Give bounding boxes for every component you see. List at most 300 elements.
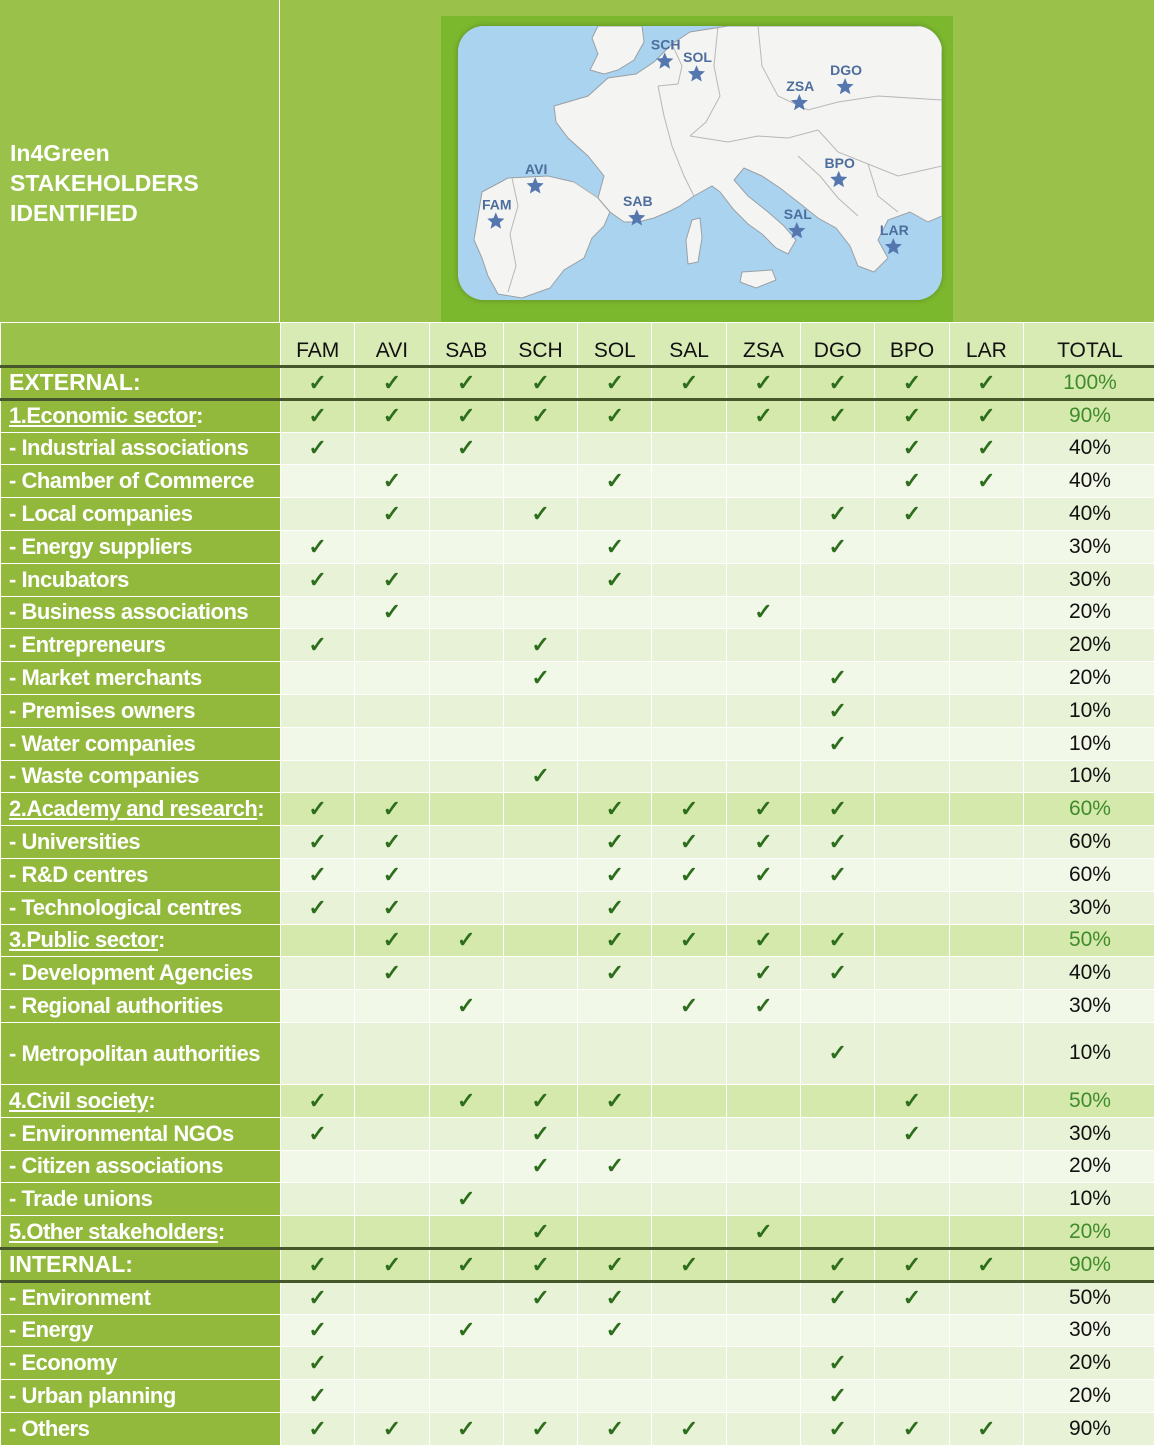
empty-cell xyxy=(652,563,726,596)
check-icon: ✓ xyxy=(801,1248,875,1281)
check-icon: ✓ xyxy=(949,1248,1023,1281)
row-total: 90% xyxy=(1023,1412,1154,1445)
empty-cell xyxy=(429,1281,503,1314)
empty-cell xyxy=(875,596,949,629)
empty-cell xyxy=(875,1022,949,1084)
check-icon: ✓ xyxy=(578,924,652,957)
page-title xyxy=(10,138,199,228)
empty-cell xyxy=(652,727,726,760)
empty-cell xyxy=(949,498,1023,531)
empty-cell xyxy=(503,793,577,826)
empty-cell xyxy=(578,760,652,793)
row-label xyxy=(1,694,281,727)
empty-cell xyxy=(726,563,800,596)
empty-cell xyxy=(652,1183,726,1216)
table-row xyxy=(1,1412,1154,1445)
check-icon: ✓ xyxy=(801,662,875,695)
row-label-text: - Universities xyxy=(9,829,141,855)
check-icon: ✓ xyxy=(355,1248,429,1281)
check-icon: ✓ xyxy=(578,563,652,596)
check-icon: ✓ xyxy=(429,367,503,400)
row-total: 20% xyxy=(1023,1150,1154,1183)
row-label-suffix: : xyxy=(196,403,203,429)
check-icon: ✓ xyxy=(875,1248,949,1281)
check-icon: ✓ xyxy=(355,367,429,400)
check-icon: ✓ xyxy=(652,990,726,1023)
check-icon: ✓ xyxy=(281,1281,355,1314)
empty-cell xyxy=(503,694,577,727)
table-row xyxy=(1,399,1154,432)
check-icon: ✓ xyxy=(801,793,875,826)
empty-cell xyxy=(726,530,800,563)
column-header-avi: AVI xyxy=(355,323,429,367)
empty-cell xyxy=(801,432,875,465)
row-label-suffix: : xyxy=(158,927,165,953)
empty-cell xyxy=(652,1216,726,1249)
row-label xyxy=(1,826,281,859)
row-label xyxy=(1,1084,281,1117)
empty-cell xyxy=(949,760,1023,793)
row-label xyxy=(1,1412,281,1445)
row-label xyxy=(1,957,281,990)
check-icon: ✓ xyxy=(652,858,726,891)
column-header-sab: SAB xyxy=(429,323,503,367)
empty-cell xyxy=(949,924,1023,957)
check-icon: ✓ xyxy=(503,1150,577,1183)
row-label xyxy=(1,760,281,793)
empty-cell xyxy=(578,1347,652,1380)
empty-cell xyxy=(355,1022,429,1084)
empty-cell xyxy=(652,662,726,695)
empty-cell xyxy=(875,1183,949,1216)
empty-cell xyxy=(949,1084,1023,1117)
empty-cell xyxy=(652,891,726,924)
empty-cell xyxy=(429,694,503,727)
row-total: 60% xyxy=(1023,858,1154,891)
check-icon: ✓ xyxy=(578,826,652,859)
row-total: 100% xyxy=(1023,367,1154,400)
empty-cell xyxy=(355,530,429,563)
empty-cell xyxy=(875,990,949,1023)
row-label-text: - Chamber of Commerce xyxy=(9,468,255,494)
empty-cell xyxy=(355,1117,429,1150)
empty-cell xyxy=(503,1022,577,1084)
empty-cell xyxy=(429,891,503,924)
header-corner xyxy=(1,323,281,367)
table-row xyxy=(1,727,1154,760)
empty-cell xyxy=(652,1117,726,1150)
empty-cell xyxy=(801,629,875,662)
empty-cell xyxy=(949,563,1023,596)
check-icon: ✓ xyxy=(281,1314,355,1347)
row-label xyxy=(1,1150,281,1183)
empty-cell xyxy=(726,498,800,531)
row-total: 20% xyxy=(1023,1380,1154,1413)
check-icon: ✓ xyxy=(578,1314,652,1347)
row-total: 30% xyxy=(1023,563,1154,596)
row-total: 90% xyxy=(1023,1248,1154,1281)
check-icon: ✓ xyxy=(801,530,875,563)
check-icon: ✓ xyxy=(726,957,800,990)
check-icon: ✓ xyxy=(578,858,652,891)
row-total: 20% xyxy=(1023,662,1154,695)
empty-cell xyxy=(949,1022,1023,1084)
check-icon: ✓ xyxy=(578,1248,652,1281)
empty-cell xyxy=(429,563,503,596)
row-label xyxy=(1,563,281,596)
row-label-text: - Economy xyxy=(9,1350,117,1376)
empty-cell xyxy=(652,596,726,629)
empty-cell xyxy=(281,662,355,695)
empty-cell xyxy=(875,530,949,563)
check-icon: ✓ xyxy=(578,1084,652,1117)
empty-cell xyxy=(801,465,875,498)
empty-cell xyxy=(429,662,503,695)
row-label-text: - Water companies xyxy=(9,730,196,756)
row-total: 20% xyxy=(1023,629,1154,662)
empty-cell xyxy=(503,727,577,760)
check-icon: ✓ xyxy=(355,793,429,826)
europe-map-svg xyxy=(458,26,942,300)
table-row xyxy=(1,629,1154,662)
empty-cell xyxy=(949,662,1023,695)
check-icon: ✓ xyxy=(875,498,949,531)
check-icon: ✓ xyxy=(801,1347,875,1380)
row-label-text: - Urban planning xyxy=(9,1383,176,1408)
empty-cell xyxy=(949,990,1023,1023)
check-icon: ✓ xyxy=(801,367,875,400)
empty-cell xyxy=(726,1117,800,1150)
check-icon: ✓ xyxy=(429,1412,503,1445)
row-label-text: - Incubators xyxy=(9,566,129,592)
check-icon: ✓ xyxy=(949,1412,1023,1445)
empty-cell xyxy=(355,1183,429,1216)
empty-cell xyxy=(578,629,652,662)
empty-cell xyxy=(949,826,1023,859)
column-header-sch: SCH xyxy=(503,323,577,367)
check-icon: ✓ xyxy=(875,1117,949,1150)
map-pin-label-avi: AVI xyxy=(525,161,548,178)
check-icon: ✓ xyxy=(652,793,726,826)
empty-cell xyxy=(429,1216,503,1249)
check-icon: ✓ xyxy=(281,1412,355,1445)
table-row xyxy=(1,826,1154,859)
check-icon: ✓ xyxy=(281,432,355,465)
table-row xyxy=(1,957,1154,990)
check-icon: ✓ xyxy=(281,367,355,400)
empty-cell xyxy=(281,760,355,793)
row-total: 60% xyxy=(1023,793,1154,826)
empty-cell xyxy=(875,1150,949,1183)
column-header-total: TOTAL xyxy=(1023,323,1154,367)
empty-cell xyxy=(429,858,503,891)
europe-map xyxy=(458,26,942,300)
check-icon: ✓ xyxy=(726,596,800,629)
row-total: 10% xyxy=(1023,1022,1154,1084)
row-label xyxy=(1,1347,281,1380)
table-row xyxy=(1,694,1154,727)
empty-cell xyxy=(949,694,1023,727)
row-total: 40% xyxy=(1023,432,1154,465)
map-pin-label-sab: SAB xyxy=(623,193,653,210)
check-icon: ✓ xyxy=(429,1183,503,1216)
table-body xyxy=(1,367,1154,1446)
row-label-suffix: : xyxy=(148,1087,156,1113)
empty-cell xyxy=(355,662,429,695)
empty-cell xyxy=(726,662,800,695)
empty-cell xyxy=(726,1412,800,1445)
row-total: 40% xyxy=(1023,498,1154,531)
empty-cell xyxy=(801,1117,875,1150)
row-label xyxy=(1,1281,281,1314)
empty-cell xyxy=(726,760,800,793)
empty-cell xyxy=(726,1022,800,1084)
empty-cell xyxy=(875,694,949,727)
empty-cell xyxy=(949,1117,1023,1150)
check-icon: ✓ xyxy=(652,1248,726,1281)
row-label xyxy=(1,793,281,826)
table-row xyxy=(1,1281,1154,1314)
empty-cell xyxy=(801,1150,875,1183)
row-label-text: 3.Public sector xyxy=(9,927,159,953)
check-icon: ✓ xyxy=(355,563,429,596)
empty-cell xyxy=(949,629,1023,662)
check-icon: ✓ xyxy=(429,1314,503,1347)
row-label-text: 4.Civil society xyxy=(9,1087,149,1113)
empty-cell xyxy=(281,596,355,629)
empty-cell xyxy=(652,465,726,498)
empty-cell xyxy=(652,1314,726,1347)
check-icon: ✓ xyxy=(726,367,800,400)
empty-cell xyxy=(726,727,800,760)
empty-cell xyxy=(875,957,949,990)
row-label xyxy=(1,891,281,924)
empty-cell xyxy=(281,924,355,957)
table-row xyxy=(1,760,1154,793)
empty-cell xyxy=(281,1183,355,1216)
check-icon: ✓ xyxy=(503,1412,577,1445)
row-label-text: - Waste companies xyxy=(9,763,199,789)
check-icon: ✓ xyxy=(801,498,875,531)
table-row xyxy=(1,498,1154,531)
check-icon: ✓ xyxy=(801,826,875,859)
check-icon: ✓ xyxy=(355,858,429,891)
row-total: 30% xyxy=(1023,1117,1154,1150)
row-label-text: - Technological centres xyxy=(9,894,242,920)
map-pin-label-zsa: ZSA xyxy=(786,78,815,94)
header-band xyxy=(0,0,1154,322)
empty-cell xyxy=(875,793,949,826)
check-icon: ✓ xyxy=(355,596,429,629)
empty-cell xyxy=(281,465,355,498)
check-icon: ✓ xyxy=(801,1281,875,1314)
empty-cell xyxy=(578,498,652,531)
empty-cell xyxy=(578,1022,652,1084)
empty-cell xyxy=(949,1150,1023,1183)
table-row xyxy=(1,1084,1154,1117)
row-total: 40% xyxy=(1023,465,1154,498)
check-icon: ✓ xyxy=(801,694,875,727)
empty-cell xyxy=(355,1150,429,1183)
table-row xyxy=(1,924,1154,957)
check-icon: ✓ xyxy=(355,924,429,957)
map-pin-label-sch: SCH xyxy=(650,36,681,53)
check-icon: ✓ xyxy=(281,891,355,924)
row-total: 30% xyxy=(1023,1314,1154,1347)
row-label xyxy=(1,662,281,695)
row-label xyxy=(1,727,281,760)
empty-cell xyxy=(726,432,800,465)
table-row xyxy=(1,432,1154,465)
empty-cell xyxy=(652,957,726,990)
empty-cell xyxy=(801,1216,875,1249)
empty-cell xyxy=(949,1347,1023,1380)
empty-cell xyxy=(429,1022,503,1084)
row-total: 10% xyxy=(1023,760,1154,793)
row-total: 40% xyxy=(1023,957,1154,990)
table-row xyxy=(1,858,1154,891)
check-icon: ✓ xyxy=(578,1150,652,1183)
empty-cell xyxy=(652,399,726,432)
row-total: 10% xyxy=(1023,1183,1154,1216)
map-pin-label-fam: FAM xyxy=(482,196,512,213)
empty-cell xyxy=(429,826,503,859)
empty-cell xyxy=(578,1183,652,1216)
empty-cell xyxy=(801,1314,875,1347)
check-icon: ✓ xyxy=(355,399,429,432)
empty-cell xyxy=(355,1281,429,1314)
check-icon: ✓ xyxy=(281,399,355,432)
row-label-text: 5.Other stakeholders xyxy=(9,1218,218,1244)
empty-cell xyxy=(503,1183,577,1216)
row-total: 30% xyxy=(1023,530,1154,563)
table-row xyxy=(1,1380,1154,1413)
empty-cell xyxy=(429,629,503,662)
check-icon: ✓ xyxy=(875,1084,949,1117)
check-icon: ✓ xyxy=(875,399,949,432)
empty-cell xyxy=(875,629,949,662)
check-icon: ✓ xyxy=(429,990,503,1023)
empty-cell xyxy=(503,432,577,465)
empty-cell xyxy=(281,498,355,531)
empty-cell xyxy=(503,957,577,990)
empty-cell xyxy=(578,1117,652,1150)
empty-cell xyxy=(578,990,652,1023)
empty-cell xyxy=(652,694,726,727)
title-line-2: STAKEHOLDERS xyxy=(10,170,199,196)
check-icon: ✓ xyxy=(578,793,652,826)
check-icon: ✓ xyxy=(949,465,1023,498)
empty-cell xyxy=(652,1150,726,1183)
check-icon: ✓ xyxy=(578,1412,652,1445)
row-label-text: - Others xyxy=(9,1415,90,1441)
table-row xyxy=(1,530,1154,563)
check-icon: ✓ xyxy=(281,858,355,891)
check-icon: ✓ xyxy=(503,399,577,432)
row-label-suffix: : xyxy=(217,1218,225,1244)
row-label xyxy=(1,498,281,531)
empty-cell xyxy=(801,596,875,629)
empty-cell xyxy=(281,1022,355,1084)
row-label xyxy=(1,432,281,465)
row-total: 10% xyxy=(1023,727,1154,760)
empty-cell xyxy=(503,530,577,563)
column-header-lar: LAR xyxy=(949,323,1023,367)
empty-cell xyxy=(355,1216,429,1249)
check-icon: ✓ xyxy=(801,727,875,760)
table-row xyxy=(1,1216,1154,1249)
table-row xyxy=(1,1022,1154,1084)
row-label-text: INTERNAL: xyxy=(9,1251,133,1278)
check-icon: ✓ xyxy=(578,530,652,563)
table-header-row xyxy=(1,323,1154,367)
empty-cell xyxy=(281,990,355,1023)
empty-cell xyxy=(652,432,726,465)
check-icon: ✓ xyxy=(281,1084,355,1117)
empty-cell xyxy=(801,563,875,596)
empty-cell xyxy=(429,465,503,498)
row-total: 10% xyxy=(1023,694,1154,727)
check-icon: ✓ xyxy=(801,957,875,990)
empty-cell xyxy=(652,1281,726,1314)
check-icon: ✓ xyxy=(281,793,355,826)
row-total: 20% xyxy=(1023,596,1154,629)
row-label-text: - Citizen associations xyxy=(9,1153,223,1179)
empty-cell xyxy=(652,498,726,531)
row-label xyxy=(1,990,281,1023)
empty-cell xyxy=(578,662,652,695)
row-total: 90% xyxy=(1023,399,1154,432)
empty-cell xyxy=(949,793,1023,826)
empty-cell xyxy=(429,793,503,826)
empty-cell xyxy=(801,760,875,793)
row-label-text: - Energy xyxy=(9,1317,94,1343)
row-label xyxy=(1,399,281,432)
check-icon: ✓ xyxy=(578,957,652,990)
check-icon: ✓ xyxy=(503,367,577,400)
row-label xyxy=(1,1248,281,1281)
check-icon: ✓ xyxy=(578,891,652,924)
row-label xyxy=(1,1117,281,1150)
empty-cell xyxy=(949,1281,1023,1314)
row-total: 60% xyxy=(1023,826,1154,859)
empty-cell xyxy=(949,1216,1023,1249)
title-cell xyxy=(0,0,280,322)
check-icon: ✓ xyxy=(652,924,726,957)
column-header-fam: FAM xyxy=(281,323,355,367)
row-total: 50% xyxy=(1023,924,1154,957)
check-icon: ✓ xyxy=(281,629,355,662)
table-row xyxy=(1,563,1154,596)
row-label-text: - Business associations xyxy=(9,599,249,625)
empty-cell xyxy=(949,858,1023,891)
map-pin-label-bpo: BPO xyxy=(824,154,855,171)
check-icon: ✓ xyxy=(503,1084,577,1117)
row-total: 30% xyxy=(1023,990,1154,1023)
table-row xyxy=(1,1183,1154,1216)
check-icon: ✓ xyxy=(355,957,429,990)
row-label-text: - Energy suppliers xyxy=(9,533,192,559)
row-label xyxy=(1,1022,281,1084)
empty-cell xyxy=(875,563,949,596)
check-icon: ✓ xyxy=(801,1412,875,1445)
empty-cell xyxy=(875,662,949,695)
empty-cell xyxy=(726,1281,800,1314)
column-header-zsa: ZSA xyxy=(726,323,800,367)
column-header-dgo: DGO xyxy=(801,323,875,367)
empty-cell xyxy=(875,858,949,891)
empty-cell xyxy=(355,432,429,465)
